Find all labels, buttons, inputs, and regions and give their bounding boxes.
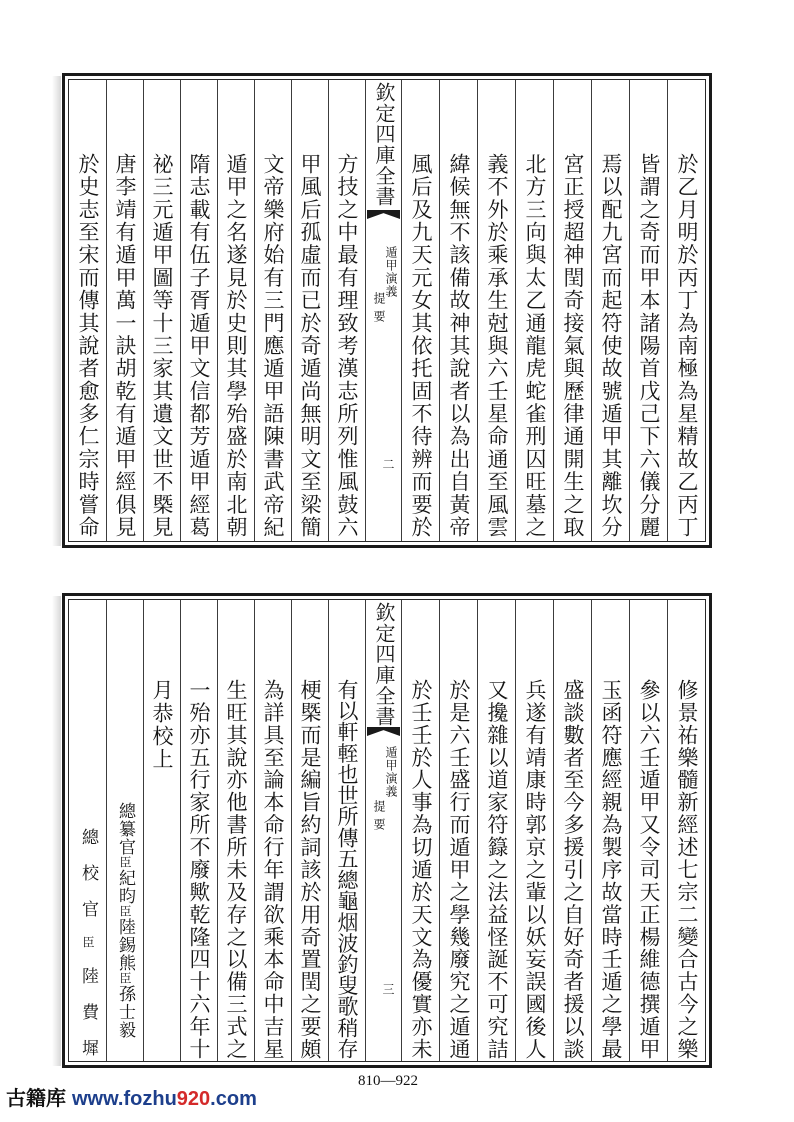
official-title: 總校官 (78, 828, 98, 936)
text-column (291, 80, 328, 541)
text-column (477, 80, 515, 541)
official-name: 孫士毅 (115, 985, 135, 1039)
text-column (328, 80, 365, 541)
book-title: 遁甲演義 (384, 746, 398, 798)
binding-shadow (52, 596, 61, 1066)
fishtail-mark (367, 210, 400, 219)
fishtail-mark (367, 727, 400, 736)
text-column (217, 80, 254, 541)
text-column (328, 600, 365, 1061)
text-column (477, 600, 515, 1061)
column-text: 於史志至宋而傳其說者愈多仁宗時嘗命 (76, 153, 100, 537)
column-text: 又攙雜以道家符籙之法益怪誕不可究詰 (485, 679, 509, 1059)
column-text: 方技之中最有理致考漢志所列惟風鼓六 (335, 153, 359, 537)
closing-text: 月恭校上 (150, 679, 174, 771)
watermark-url-suffix: .com (210, 1088, 257, 1110)
text-column (401, 600, 439, 1061)
center-column-banxin (365, 600, 401, 1061)
series-title: 欽定四庫全書 (372, 82, 396, 206)
text-column (254, 80, 291, 541)
column-text: 於乙月明於丙丁為南極為星精故乙丙丁 (675, 153, 699, 537)
text-column (515, 600, 553, 1061)
text-column (180, 80, 217, 541)
official-name: 陸錫熊 (115, 918, 135, 972)
column-text: 於是六壬盛行而遁甲之學幾廢究之遁通 (447, 679, 471, 1059)
text-column (143, 80, 180, 541)
column-text: 甲風后孤虛而已於奇遁尚無明文至梁簡 (298, 153, 322, 537)
chief-compiler-credit-column (106, 600, 143, 1061)
binding-shadow (52, 76, 61, 546)
column-text: 皆謂之奇而甲本諸陽首戊己下六儀分麗 (637, 153, 661, 537)
column-text: 隋志載有伍子胥遁甲文信都芳遁甲經葛 (187, 153, 211, 537)
series-title: 欽定四庫全書 (372, 602, 396, 726)
text-column (439, 600, 477, 1061)
column-text: 風后及九天元女其依托固不待辨而要於 (409, 153, 433, 537)
column-text: 緯候無不該備故神其說者以為出自黃帝 (447, 153, 471, 537)
chief-proofreader-credit-column (69, 600, 106, 1061)
text-column (291, 600, 328, 1061)
official-prefix: 臣 (81, 936, 95, 967)
watermark-site-name: 古籍库 (6, 1088, 66, 1110)
official-prefix: 臣 (118, 972, 132, 985)
center-column-banxin (365, 80, 401, 541)
text-column (629, 600, 667, 1061)
column-text: 宮正授超神閏奇接氣與歷律通開生之取 (561, 153, 585, 537)
text-column (106, 80, 143, 541)
text-column (439, 80, 477, 541)
lower-leaf (62, 593, 712, 1068)
column-text: 梗槩而是編旨約詞該於用奇置閏之要頗 (298, 679, 322, 1059)
column-text: 玉函符應經親為製序故當時壬遁之學最 (599, 679, 623, 1059)
leaf-number: 二 (381, 458, 395, 470)
leaf-number: 三 (381, 983, 395, 995)
text-column (180, 600, 217, 1061)
column-text: 北方三向與太乙通龍虎蛇雀刑囚旺墓之 (523, 153, 547, 537)
official-name: 紀昀 (115, 869, 135, 905)
text-column (217, 600, 254, 1061)
volume-page-code: 810—922 (358, 1073, 418, 1089)
credit-line (69, 828, 106, 1056)
credit-line (107, 802, 143, 1039)
column-text: 一殆亦五行家所不廢歟乾隆四十六年十 (187, 679, 211, 1059)
text-column (401, 80, 439, 541)
column-text: 為詳具至論本命行年謂欲乘本命中吉星 (261, 679, 285, 1059)
text-column (69, 80, 106, 541)
text-column (515, 80, 553, 541)
column-text: 焉以配九宮而起符使故號遁甲其離坎分 (599, 153, 623, 537)
column-text: 生旺其說亦他書所未及存之以備三式之 (224, 679, 248, 1059)
column-text: 於壬壬於人事為切遁於天文為優實亦未 (409, 679, 433, 1059)
upper-leaf (62, 73, 712, 548)
column-text: 盛談數者至今多援引之自好奇者援以談 (561, 679, 585, 1059)
column-text: 文帝樂府始有三門應遁甲語陳書武帝紀 (261, 153, 285, 537)
column-text: 遁甲之名遂見於史則其學殆盛於南北朝 (224, 153, 248, 537)
text-column (591, 600, 629, 1061)
page-frame (68, 599, 706, 1062)
watermark-url-prefix: www.fozhu (72, 1088, 177, 1110)
text-column (254, 600, 291, 1061)
closing-column (143, 600, 180, 1061)
column-text: 修景祐樂髓新經述七宗二變合古今之樂 (675, 679, 699, 1059)
column-text: 參以六壬遁甲又令司天正楊維德撰遁甲 (637, 679, 661, 1059)
watermark-url-number: 920 (176, 1088, 211, 1110)
site-watermark (6, 1082, 257, 1111)
official-prefix: 臣 (118, 856, 132, 869)
section-label: 提要 (372, 292, 386, 328)
column-text: 有以軒輊也世所傳五總龜烟波釣叟歌稍存 (335, 679, 359, 1059)
official-prefix: 臣 (118, 905, 132, 918)
book-title: 遁甲演義 (384, 246, 398, 298)
text-column (591, 80, 629, 541)
column-text: 義不外於乘承生尅與六壬星命通至風雲 (485, 153, 509, 537)
text-column (667, 80, 705, 541)
text-column (553, 80, 591, 541)
section-label: 提要 (372, 800, 386, 836)
text-column (553, 600, 591, 1061)
official-name: 陸費墀 (78, 967, 98, 1056)
text-column (629, 80, 667, 541)
column-text: 兵遂有靖康時郭京之軰以妖妄誤國後人 (523, 679, 547, 1059)
column-text: 唐李靖有遁甲萬一訣胡乾有遁甲經俱見 (113, 153, 137, 537)
official-title: 總纂官 (115, 802, 135, 856)
page-frame (68, 79, 706, 542)
text-column (667, 600, 705, 1061)
column-text: 祕三元遁甲圖等十三家其遺文世不槩見 (150, 153, 174, 537)
